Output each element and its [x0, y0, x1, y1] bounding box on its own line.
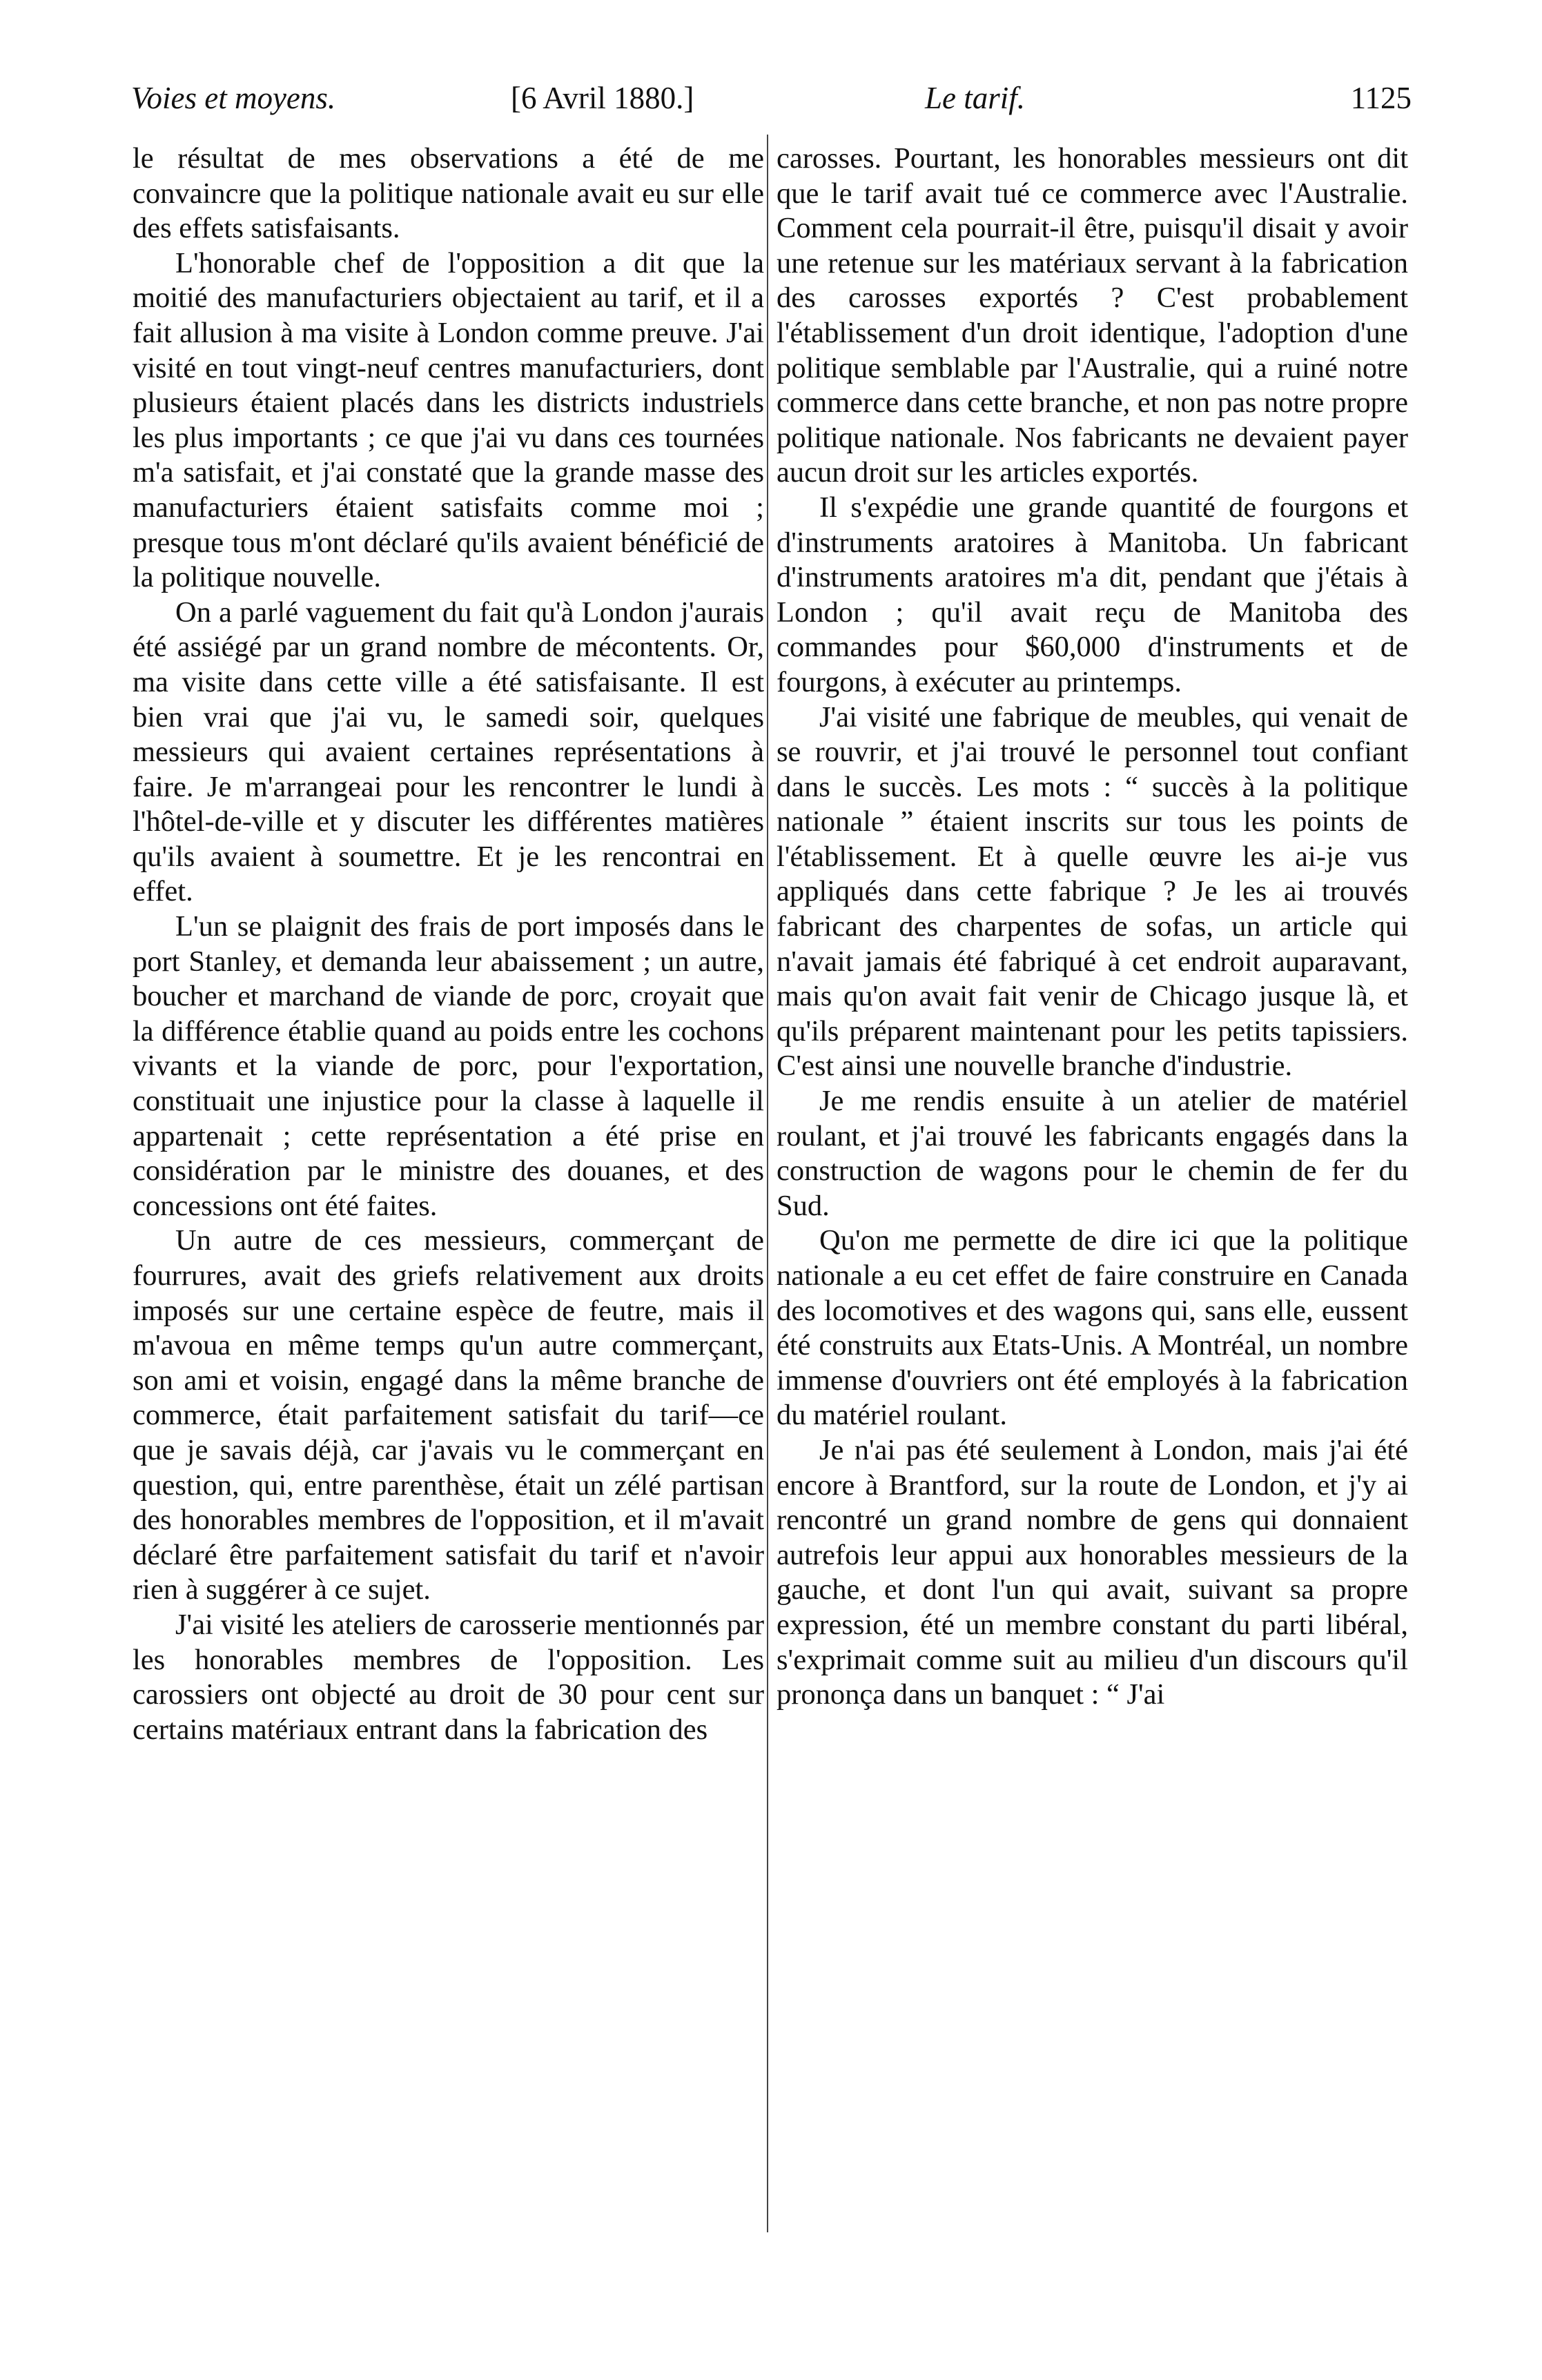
header-topic: Le tarif. — [925, 81, 1026, 115]
paragraph: carosses. Pourtant, les honorables messieurs ont dit que le tarif avait tué ce commerce avec l'Australie. Comment cela pourrait-il être, puisqu'il disait y avoir une retenue sur les matériaux servant à la fabrication des carosses exportés ? C'est probablement l'établissement d'un droit identique, l'adoption d'une politique semblable par l'Australie, qui a ruiné notre commerce dans cette branche, et non pas notre propre politique nationale. Nos fabricants ne devaient payer aucun droit sur les articles exportés. — [777, 142, 1408, 489]
paragraph: Qu'on me permette de dire ici que la politique nationale a eu cet effet de faire construire en Canada des locomotives et des wagons qui, sans elle, eussent été construits aux Etats-Unis. A Montréal, un nombre immense d'ouvriers ont été employés à la fabrication du matériel roulant. — [777, 1224, 1408, 1432]
column-divider — [767, 135, 768, 2232]
running-header — [0, 77, 1412, 119]
right-column — [777, 141, 1408, 1713]
left-column — [133, 141, 764, 1747]
paragraph: L'honorable chef de l'opposition a dit que la moitié des manufacturiers objectaient au tarif, et il a fait allusion à ma visite à London comme preuve. J'ai visité en tout vingt-neuf centres manufacturiers, dont plusieurs étaient placés dans les districts industriels les plus importants ; ce que j'ai vu dans ces tournées m'a satisfait, et j'ai constaté que la grande masse des manufacturiers étaient satisfaits comme moi ; presque tous m'ont déclaré qu'ils avaient bénéficié de la politique nouvelle. — [133, 246, 764, 594]
paragraph: Il s'expédie une grande quantité de fourgons et d'instruments aratoires à Manitoba. Un fabricant d'instruments aratoires m'a dit, pendant que j'étais à London ; qu'il avait reçu de Manitoba des commandes pour $60,000 d'instruments et de fourgons, à exécuter au printemps. — [777, 491, 1408, 698]
paragraph: On a parlé vaguement du fait qu'à London j'aurais été assiégé par un grand nombre de mécontents. Or, ma visite dans cette ville a été satisfaisante. Il est bien vrai que j'ai vu, le samedi soir, quelques messieurs qui avaient certaines représentations à faire. Je m'arrangeai pour les rencontrer le lundi à l'hôtel-de-ville et y discuter les différentes matières qu'ils avaient à soumettre. Et je les rencontrai en effet. — [133, 596, 764, 908]
paragraph: J'ai visité une fabrique de meubles, qui venait de se rouvrir, et j'ai trouvé le personnel tout confiant dans le succès. Les mots : “ succès à la politique nationale ” étaient inscrits sur tous les points de l'établissement. Et à quelle œuvre les ai-je vus appliqués dans cette fabrique ? Je les ai trouvés fabricant des charpentes de sofas, un article qui n'avait jamais été fabriqué à cet endroit auparavant, mais qu'on avait fait venir de Chicago jusque là, et qu'ils préparent maintenant pour les petits tapissiers. C'est ainsi une nouvelle branche d'industrie. — [777, 700, 1408, 1083]
header-date: [6 Avril 1880.] — [511, 81, 694, 115]
paragraph: L'un se plaignit des frais de port imposés dans le port Stanley, et demanda leur abaissement ; un autre, boucher et marchand de viande de porc, croyait que la différence établie quand au poids entre les cochons vivants et la viande de porc, pour l'exportation, constituait une injustice pour la classe à laquelle il appartenait ; cette représentation a été prise en considération par le ministre des douanes, et des concessions ont été faites. — [133, 910, 764, 1222]
paragraph: le résultat de mes observations a été de me convaincre que la politique nationale avait eu sur elle des effets satisfaisants. — [133, 142, 764, 245]
paragraph: Je me rendis ensuite à un atelier de matériel roulant, et j'ai trouvé les fabricants engagés dans la construction de wagons pour le chemin de fer du Sud. — [777, 1085, 1408, 1222]
header-section-title: Voies et moyens. — [131, 81, 336, 115]
paragraph: J'ai visité les ateliers de carosserie mentionnés par les honorables membres de l'opposition. Les carossiers ont objecté au droit de 30 pour cent sur certains matériaux entrant dans la fabrication des — [133, 1608, 764, 1746]
paragraph: Je n'ai pas été seulement à London, mais j'ai été encore à Brantford, sur la route de London, et j'y ai rencontré un grand nombre de gens qui donnaient autrefois leur appui aux honorables messieurs de la gauche, et dont l'un qui avait, suivant sa propre expression, été un membre constant du parti libéral, s'exprimait comme suit au milieu d'un discours qu'il prononça dans un banquet : “ J'ai — [777, 1433, 1408, 1711]
page-number: 1125 — [1350, 81, 1412, 115]
paragraph: Un autre de ces messieurs, commerçant de fourrures, avait des griefs relativement aux droits imposés sur une certaine espèce de feutre, mais il m'avoua en même temps qu'un autre commerçant, son ami et voisin, engagé dans la même branche de commerce, était parfaitement satisfait du tarif—ce que je savais déjà, car j'avais vu le commerçant en question, qui, entre parenthèse, était un zélé partisan des honorables membres de l'opposition, et il m'avait déclaré être parfaitement satisfait du tarif et n'avoir rien à suggérer à ce sujet. — [133, 1224, 764, 1606]
